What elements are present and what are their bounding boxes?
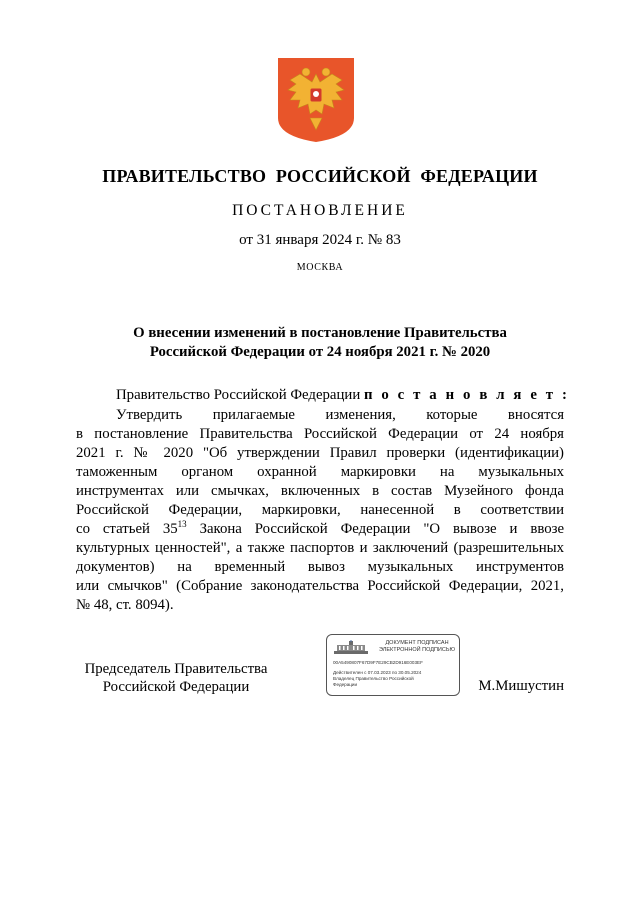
- body-line: таможенным органом охранной маркировки на музыкальных: [76, 464, 564, 480]
- page-title: ПРАВИТЕЛЬСТВО РОССИЙСКОЙ ФЕДЕРАЦИИ: [102, 166, 538, 186]
- document-subject: [0, 324, 640, 362]
- stamp-heading-line: ЭЛЕКТРОННОЙ ПОДПИСЬЮ: [378, 647, 456, 653]
- body-line: [76, 520, 564, 539]
- resolution-body: [76, 406, 564, 615]
- signatory-position: [76, 660, 276, 696]
- body-text: со статьей 35: [76, 521, 178, 537]
- body-line: Российской Федерации, маркировки, нанесенной в соответствии: [76, 502, 564, 518]
- subject-line: О внесении изменений в постановление Правительства: [133, 325, 507, 341]
- stamp-owner: Владелец Правительство Российской Федерации: [333, 676, 414, 687]
- document-type: ПОСТАНОВЛЕНИЕ: [232, 202, 408, 219]
- body-text: Закона Российской Федерации "О вывозе и ввозе: [186, 521, 565, 537]
- body-line: культурных ценностей", а также паспортов и заключений (разрешительных: [76, 540, 564, 556]
- russian-coat-of-arms-icon: [276, 56, 356, 144]
- intro-verb: п о с т а н о в л я е т :: [363, 387, 570, 403]
- body-line: 2021 г. № 2020 "Об утверждении Правил проверки (идентификации): [76, 445, 564, 461]
- body-line: инструментах или смычках, включенных в состав Музейного фонда: [76, 483, 564, 499]
- resolution-intro: [116, 387, 570, 404]
- stamp-certificate: 00A5490807F67D9F7E29CB2D916E003EF: [333, 660, 423, 665]
- position-line: Российской Федерации: [102, 679, 250, 695]
- article-superscript: 13: [177, 519, 187, 530]
- body-line: документов) на временный вывоз музыкальных инструментов: [76, 559, 564, 575]
- electronic-signature-stamp: [326, 634, 460, 696]
- signatory-name: М.Мишустин: [478, 678, 564, 694]
- subject-line: Российской Федерации от 24 ноября 2021 г. № 2020: [149, 344, 491, 360]
- body-line: в постановление Правительства Российской Федерации от 24 ноября: [76, 426, 564, 442]
- position-line: Председатель Правительства: [84, 661, 268, 677]
- document-date: от 31 января 2024 г. № 83: [239, 232, 401, 248]
- body-line: или смычков" (Собрание законодательства Российской Федерации, 2021,: [76, 578, 564, 594]
- government-building-icon: [333, 640, 369, 656]
- intro-text: Правительство Российской Федерации: [116, 387, 361, 403]
- stamp-heading: [375, 640, 459, 654]
- document-city: МОСКВА: [296, 262, 344, 273]
- stamp-validity: Действителен с 07.03.2023 по 30.05.2024: [333, 670, 422, 675]
- body-line: Утвердить прилагаемые изменения, которые вносятся: [116, 407, 564, 423]
- stamp-heading-line: ДОКУМЕНТ ПОДПИСАН: [385, 640, 449, 646]
- body-line: № 48, ст. 8094).: [76, 597, 174, 613]
